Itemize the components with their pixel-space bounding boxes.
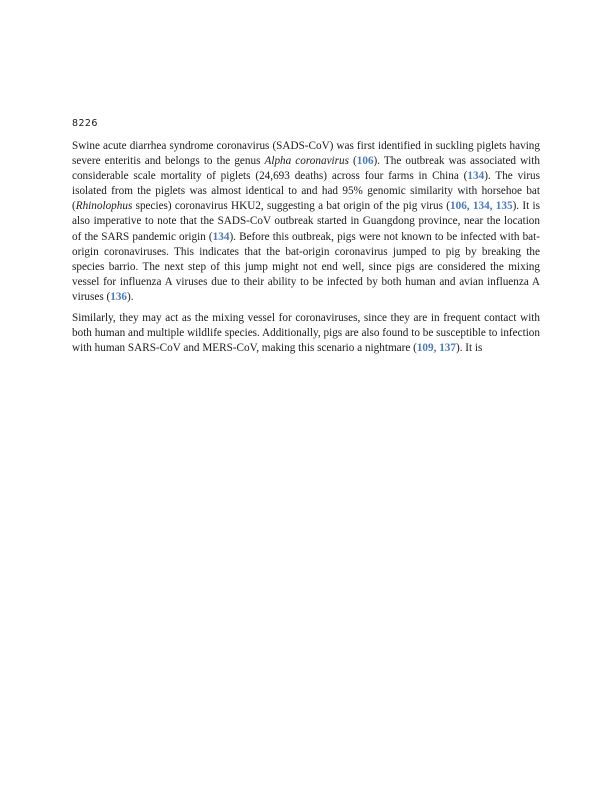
citation-link[interactable]: 106, 134, 135	[450, 200, 513, 213]
text-segment: ). Before this outbreak, pigs were not known to be infected with bat-origin coronaviruses. This indicates that the bat-origin coronavirus jumped to pig by breaking the species barrio. The next step of this jump might not end well, since pigs are considered the mixing vessel for influenza A viruses due to their ability to be infected by both human and avian influenza A viruses (	[72, 230, 540, 303]
citation-link[interactable]: 109, 137	[416, 342, 456, 355]
citation-link[interactable]: 134	[212, 230, 230, 243]
text-segment: ). It is	[455, 342, 483, 355]
text-segment: ). The outbreak was associated with considerable scale mortality of piglets (24,693 deaths) across four farms in China (	[72, 155, 540, 183]
text-segment: (	[348, 155, 357, 168]
citation-link[interactable]: 134	[467, 170, 485, 183]
species-name: Rhinolophus	[75, 200, 133, 213]
text-segment: ).	[127, 290, 134, 303]
article-body	[72, 139, 540, 362]
text-segment: Similarly, they may act as the mixing vessel for coronaviruses, since they are in frequent contact with both human and multiple wildlife species. Additionally, pigs are also found to be susceptible to infection with human SARS-CoV and MERS-CoV, making this scenario a nightmare (	[72, 312, 540, 355]
text-segment: ). The virus isolated from the piglets was almost identical to and had 95% genomic similarity with horsehoe bat (	[72, 170, 540, 213]
citation-link[interactable]: 106	[356, 155, 374, 168]
citation-link[interactable]: 136	[110, 290, 127, 303]
paragraph-1	[72, 139, 540, 305]
page-number: 8226	[72, 118, 98, 129]
text-segment: Swine acute diarrhea syndrome coronavirus (SADS-CoV) was first identified in suckling piglets having severe enteritis and belongs to the genus	[72, 140, 540, 168]
text-segment: ). It is also imperative to note that the SADS-CoV outbreak started in Guangdong province, near the location of the SARS pandemic origin (	[72, 200, 540, 243]
paragraph-2	[72, 311, 540, 356]
genus-name: Alpha coronavirus	[264, 155, 349, 168]
text-segment: species) coronavirus HKU2, suggesting a bat origin of the pig virus (	[132, 200, 451, 213]
